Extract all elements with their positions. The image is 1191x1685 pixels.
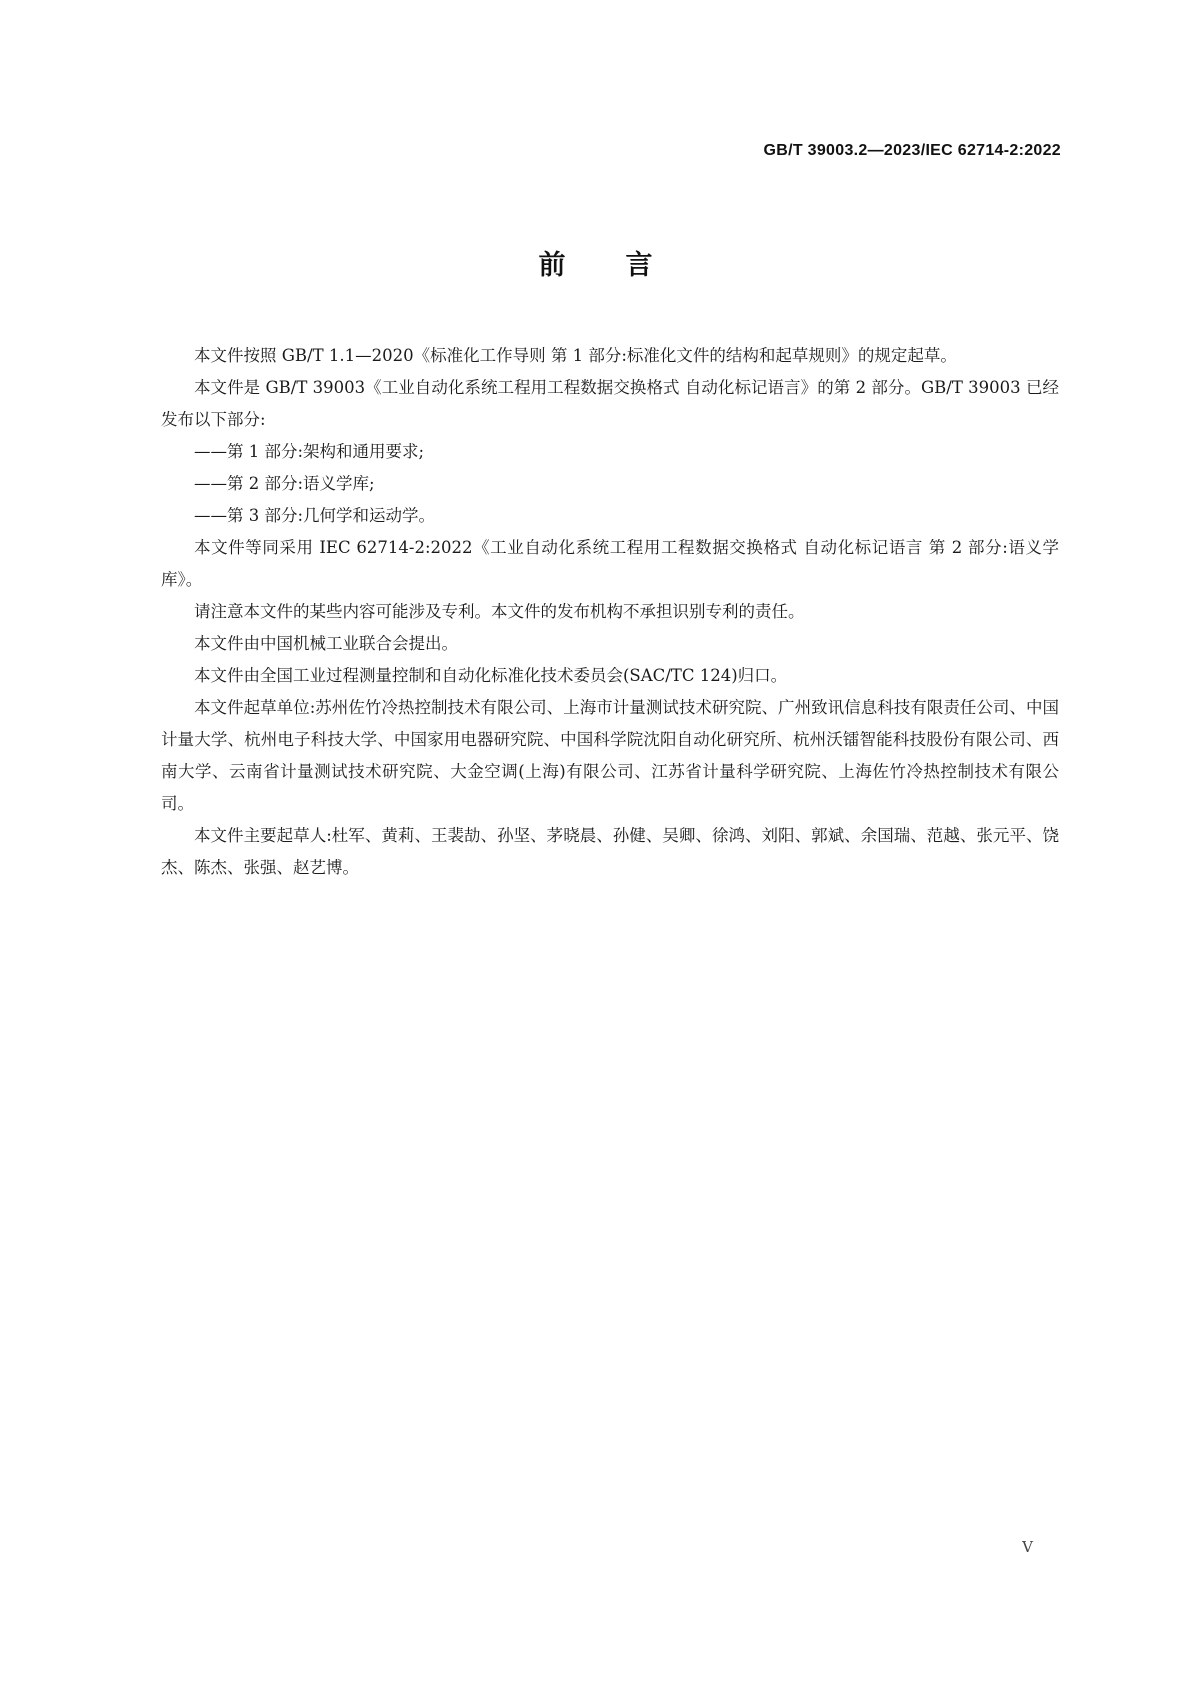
page-title: 前言 bbox=[538, 250, 713, 281]
standard-code-header: GB/T 39003.2—2023/IEC 62714-2:2022 bbox=[763, 142, 1061, 159]
paragraph-patent-notice: 请注意本文件的某些内容可能涉及专利。本文件的发布机构不承担识别专利的责任。 bbox=[194, 602, 805, 621]
page-number: V bbox=[1022, 1538, 1033, 1556]
paragraph-adoption: 本文件等同采用 IEC 62714-2:2022《工业自动化系统工程用工程数据交换格式 自动化标记语言 第 2 部分:语义学库》。 bbox=[161, 538, 1059, 589]
list-item-part-3: ——第 3 部分:几何学和运动学。 bbox=[194, 506, 436, 525]
list-item-part-2: ——第 2 部分:语义学库; bbox=[194, 474, 375, 493]
list-item-part-1: ——第 1 部分:架构和通用要求; bbox=[194, 442, 425, 461]
foreword-body bbox=[161, 340, 1059, 884]
paragraph-part-description: 本文件是 GB/T 39003《工业自动化系统工程用工程数据交换格式 自动化标记语言》的第 2 部分。GB/T 39003 已经发布以下部分: bbox=[161, 378, 1059, 429]
paragraph-drafters: 本文件主要起草人:杜军、黄莉、王裴劼、孙坚、茅晓晨、孙健、吴卿、徐鸿、刘阳、郭斌、余国瑞、范越、张元平、饶杰、陈杰、张强、赵艺博。 bbox=[161, 826, 1059, 877]
paragraph-drafting-rules: 本文件按照 GB/T 1.1—2020《标准化工作导则 第 1 部分:标准化文件的结构和起草规则》的规定起草。 bbox=[194, 346, 957, 365]
paragraph-technical-committee: 本文件由全国工业过程测量控制和自动化标准化技术委员会(SAC/TC 124)归口。 bbox=[194, 666, 788, 685]
paragraph-drafting-organizations: 本文件起草单位:苏州佐竹冷热控制技术有限公司、上海市计量测试技术研究院、广州致讯信息科技有限责任公司、中国计量大学、杭州电子科技大学、中国家用电器研究院、中国科学院沈阳自动化研究所、杭州沃镭智能科技股份有限公司、西南大学、云南省计量测试技术研究院、大金空调(上海)有限公司、江苏省计量科学研究院、上海佐竹冷热控制技术有限公司。 bbox=[161, 698, 1059, 813]
paragraph-proposer: 本文件由中国机械工业联合会提出。 bbox=[194, 634, 458, 653]
